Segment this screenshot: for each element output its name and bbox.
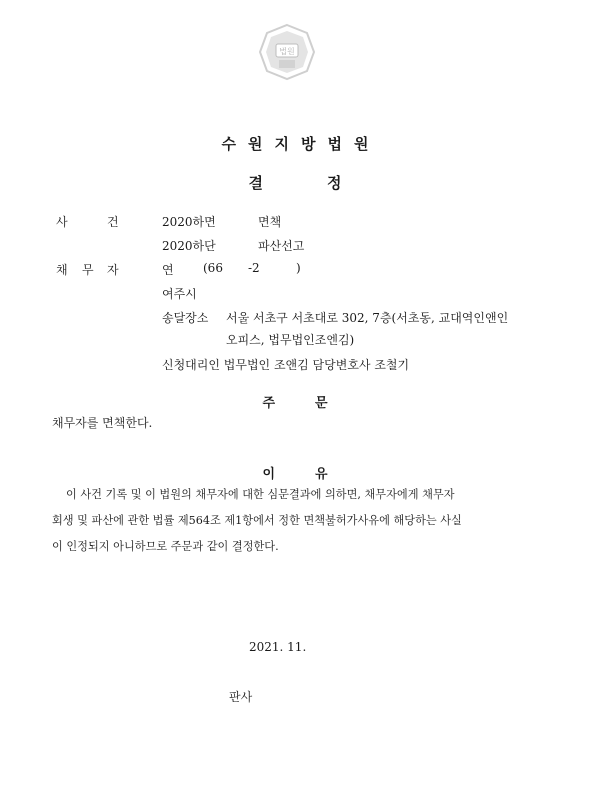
emblem-text: 법원 <box>279 47 295 56</box>
debtor-address-city: 여주시 <box>162 287 197 301</box>
order-heading <box>0 392 590 411</box>
case-number-1: 2020하면 <box>162 215 216 229</box>
judge-label: 판사 <box>229 690 253 704</box>
doc-type-char-2: 정 <box>327 174 342 192</box>
order-heading-char-2: 문 <box>315 396 328 411</box>
court-emblem-icon <box>257 22 317 82</box>
debtor-label-char-1: 채 <box>56 263 68 277</box>
debtor-id-open: (66 <box>203 261 223 275</box>
case-label-char-1: 사 <box>56 215 68 229</box>
order-heading-char-1: 주 <box>262 396 275 411</box>
legal-agent: 신청대리인 법무법인 조앤김 담당변호사 조철기 <box>162 358 410 372</box>
order-text: 채무자를 면책한다. <box>52 416 153 430</box>
delivery-label: 송달장소 <box>162 311 209 325</box>
document-type <box>0 172 590 193</box>
reason-line-1: 이 사건 기록 및 이 법원의 채무자에 대한 심문결과에 의하면, 채무자에게 채무자 <box>66 488 455 501</box>
case-title-1: 면책 <box>258 215 282 229</box>
case-label-char-2: 건 <box>107 215 119 229</box>
court-name: 수원지방법원 <box>221 135 381 153</box>
reason-line-3: 이 인정되지 아니하므로 주문과 같이 결정한다. <box>52 540 279 553</box>
case-number-2: 2020하단 <box>162 239 216 253</box>
reason-heading-char-2: 유 <box>315 467 328 482</box>
delivery-address-line-1: 서울 서초구 서초대로 302, 7층(서초동, 교대역인앤인 <box>226 311 509 325</box>
reason-heading-char-1: 이 <box>262 467 275 482</box>
debtor-label-char-3: 자 <box>107 263 119 277</box>
debtor-name: 연 <box>162 263 174 277</box>
debtor-id-close: ) <box>296 261 301 275</box>
debtor-label-char-2: 무 <box>82 263 94 277</box>
delivery-address-line-2: 오피스, 법무법인조엔김) <box>226 333 355 347</box>
case-title-2: 파산선고 <box>258 239 305 253</box>
reason-heading <box>0 463 590 482</box>
decision-date: 2021. 11. <box>249 640 307 654</box>
reason-line-2: 회생 및 파산에 관한 법률 제564조 제1항에서 정한 면책불허가사유에 해당하는 사실 <box>52 514 462 527</box>
debtor-id-mid: -2 <box>248 261 260 275</box>
doc-type-char-1: 결 <box>248 174 263 192</box>
